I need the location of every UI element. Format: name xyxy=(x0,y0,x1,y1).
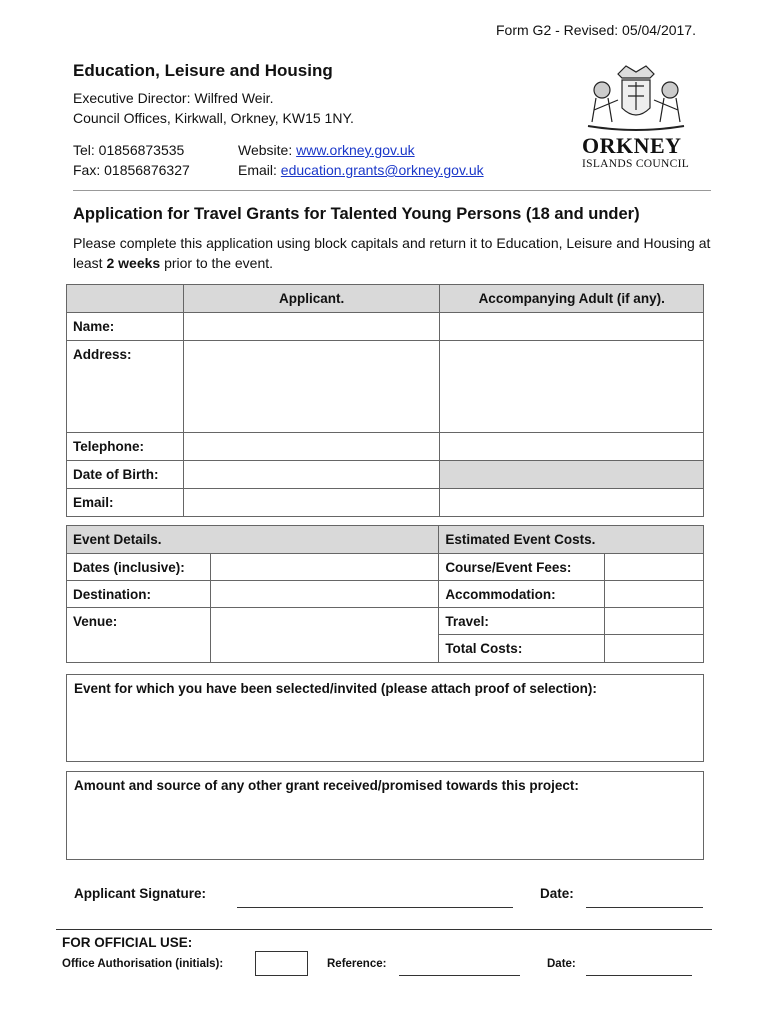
applicant-address-field[interactable] xyxy=(183,341,440,433)
instructions xyxy=(73,233,713,273)
dates-field[interactable] xyxy=(210,554,438,581)
adult-address-field[interactable] xyxy=(440,341,704,433)
adult-telephone-field[interactable] xyxy=(440,433,704,461)
applicant-signature-label: Applicant Signature: xyxy=(74,886,207,901)
applicant-name-field[interactable] xyxy=(183,313,440,341)
telephone-number: Tel: 01856873535 xyxy=(73,142,185,158)
coat-of-arms-icon xyxy=(578,60,696,138)
telephone-label: Telephone: xyxy=(67,433,184,461)
signature-date-label: Date: xyxy=(540,886,574,901)
venue-label: Venue: xyxy=(67,608,211,663)
logo-subtitle: ISLANDS COUNCIL xyxy=(582,158,690,170)
applicant-table xyxy=(66,284,704,517)
travel-field[interactable] xyxy=(605,608,704,635)
dates-label: Dates (inclusive): xyxy=(67,554,211,581)
event-details-header: Event Details. xyxy=(67,526,439,554)
website-line xyxy=(238,142,415,158)
council-address: Council Offices, Kirkwall, Orkney, KW15 1NY. xyxy=(73,110,354,126)
accommodation-label: Accommodation: xyxy=(439,581,605,608)
accommodation-field[interactable] xyxy=(605,581,704,608)
other-grant-label: Amount and source of any other grant received/promised towards this project: xyxy=(74,778,579,793)
selection-box[interactable] xyxy=(66,674,704,762)
header-divider xyxy=(73,190,711,191)
official-use-heading: FOR OFFICIAL USE: xyxy=(62,935,193,950)
adult-name-field[interactable] xyxy=(440,313,704,341)
event-costs-header: Estimated Event Costs. xyxy=(439,526,704,554)
selection-label: Event for which you have been selected/invited (please attach proof of selection): xyxy=(74,681,597,696)
email-label: Email: xyxy=(238,162,281,178)
office-initials-box[interactable] xyxy=(255,951,308,976)
fax-number: Fax: 01856876327 xyxy=(73,162,190,178)
official-date-line[interactable] xyxy=(586,975,692,976)
other-grant-box[interactable] xyxy=(66,771,704,860)
event-table xyxy=(66,525,704,663)
destination-label: Destination: xyxy=(67,581,211,608)
reference-label: Reference: xyxy=(327,958,387,970)
official-use-divider xyxy=(56,929,712,930)
executive-director: Executive Director: Wilfred Weir. xyxy=(73,90,274,106)
venue-field[interactable] xyxy=(210,608,438,663)
fees-label: Course/Event Fees: xyxy=(439,554,605,581)
instructions-tail: prior to the event. xyxy=(160,255,274,271)
destination-field[interactable] xyxy=(210,581,438,608)
email-link[interactable]: education.grants@orkney.gov.uk xyxy=(280,162,484,178)
adult-email-field[interactable] xyxy=(440,489,704,517)
council-logo xyxy=(578,60,696,175)
application-title: Application for Travel Grants for Talented Young Persons (18 and under) xyxy=(73,205,640,223)
applicant-dob-field[interactable] xyxy=(183,461,440,489)
logo-wordmark: ORKNEY xyxy=(582,133,682,158)
signature-date-line[interactable] xyxy=(586,907,703,908)
adult-column-header: Accompanying Adult (if any). xyxy=(440,285,704,313)
applicant-email-field[interactable] xyxy=(183,489,440,517)
department-title: Education, Leisure and Housing xyxy=(73,61,333,80)
table-corner xyxy=(67,285,184,313)
website-link[interactable]: www.orkney.gov.uk xyxy=(296,142,415,158)
applicant-telephone-field[interactable] xyxy=(183,433,440,461)
applicant-column-header: Applicant. xyxy=(183,285,440,313)
applicant-signature-line[interactable] xyxy=(237,907,513,908)
official-date-label: Date: xyxy=(547,958,576,970)
instructions-deadline: 2 weeks xyxy=(106,255,161,271)
adult-dob-disabled xyxy=(440,461,704,489)
reference-line[interactable] xyxy=(399,975,520,976)
address-label: Address: xyxy=(67,341,184,433)
office-authorisation-label: Office Authorisation (initials): xyxy=(62,958,224,970)
total-costs-field[interactable] xyxy=(605,635,704,663)
form-revision: Form G2 - Revised: 05/04/2017. xyxy=(496,22,696,38)
website-label: Website: xyxy=(238,142,297,158)
email-label-row: Email: xyxy=(67,489,184,517)
fees-field[interactable] xyxy=(605,554,704,581)
instructions-text: Please complete this application using block capitals and return it to Education, Leisure and Housing at least xyxy=(73,235,711,271)
travel-label: Travel: xyxy=(439,608,605,635)
date-of-birth-label: Date of Birth: xyxy=(67,461,184,489)
total-costs-label: Total Costs: xyxy=(439,635,605,663)
email-line xyxy=(238,162,484,178)
name-label: Name: xyxy=(67,313,184,341)
